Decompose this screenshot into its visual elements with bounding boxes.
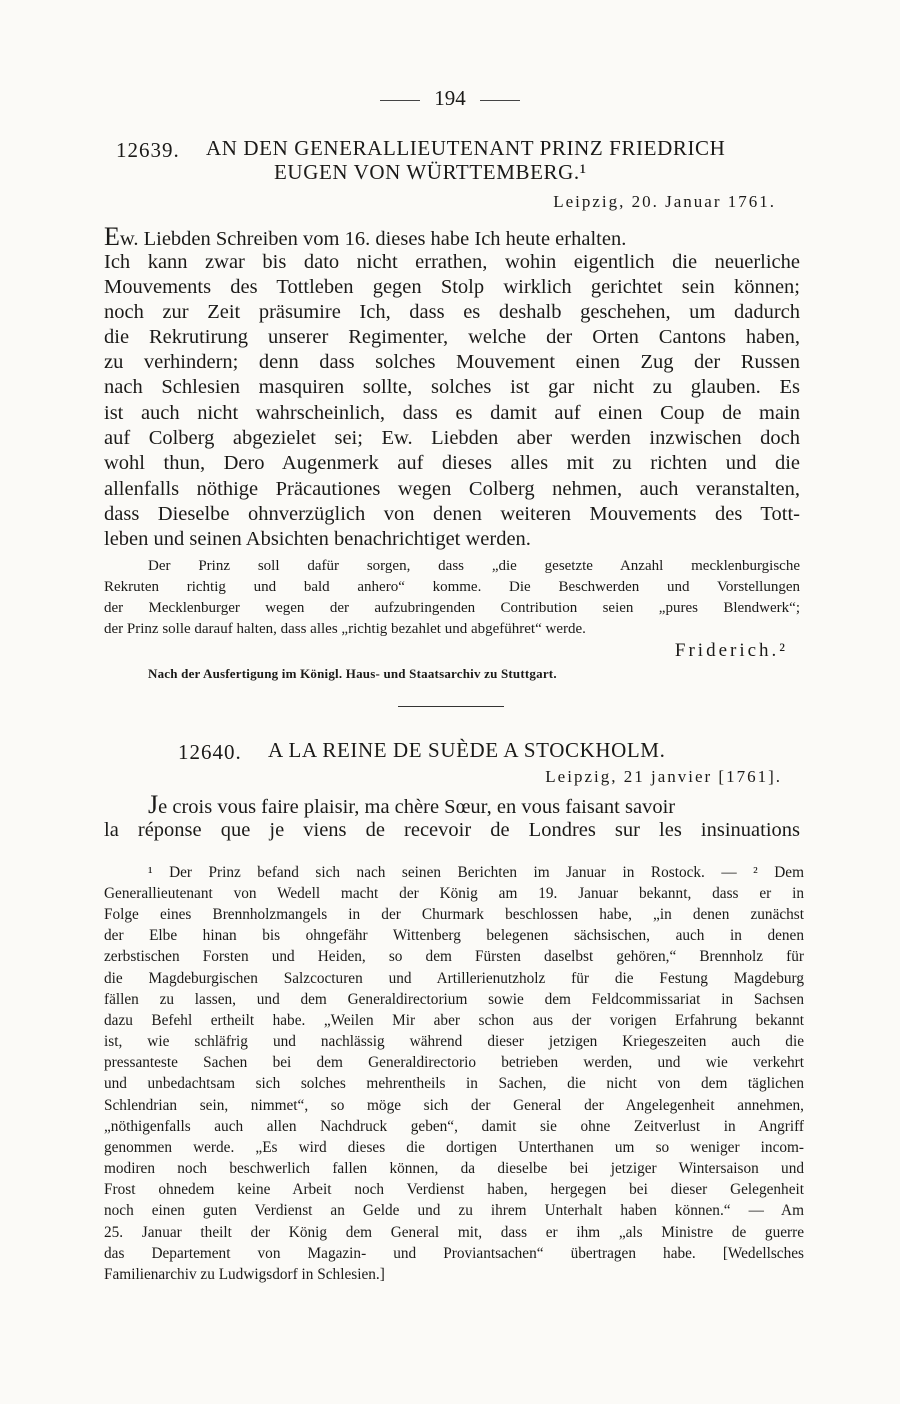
footnote-line: 25. Januar theilt der König dem General mit, dass er ihm „als Ministre de guerre: [104, 1224, 804, 1241]
footnote-line: noch einen guten Verdienst an Gelde und zu ihrem Unterhalt haben können.“ — Am: [104, 1202, 804, 1219]
letter-body-line: wohl thun, Dero Augenmerk auf dieses alles mit zu richten und die: [104, 452, 800, 474]
letter-number: 12639.: [116, 138, 180, 162]
letter-body-line: zu verhindern; denn dass solches Mouvement einen Zug der Russen: [104, 351, 800, 373]
letter-body-line: allenfalls nöthige Präcautiones wegen Colberg nehmen, auch veranstalten,: [104, 478, 800, 500]
footnote-line: dazu Befehl ertheilt habe. „Weilen Mir aber schon aus der vorigen Erfahrung bekannt: [104, 1012, 804, 1029]
letter-body-line: ist auch nicht wahrscheinlich, dass es damit auf einen Coup de main: [104, 402, 800, 424]
footnote-line: das Departement von Magazin- und Proviantsachen“ übertragen habe. [Wedellsches: [104, 1245, 804, 1262]
letter-body-line: die Rekrutirung unserer Regimenter, welche der Orten Cantons haben,: [104, 326, 800, 348]
footnote-line: Generallieutenant von Wedell macht der König am 19. Januar bekannt, dass er in: [104, 885, 804, 902]
footnote-line: die Magdeburgischen Salzcocturen und Artillerienutzholz für die Festung Magdeburg: [104, 970, 804, 987]
letter-body-line: dass Dieselbe ohnverzüglich von denen weiteren Mouvements des Tott-: [104, 503, 800, 525]
letter-body-line: leben und seinen Absichten benachrichtiget werden.: [104, 528, 531, 550]
footnote-line: Frost ohnedem keine Arbeit noch Verdienst haben, hergegen bei dieser Gelegenheit: [104, 1181, 804, 1198]
initial-capital: J: [148, 790, 159, 819]
footnote-line: fällen zu lassen, und dem Generaldirectorium sowie dem Feldcommissariat in Sachsen: [104, 991, 804, 1008]
letter-body-line: auf Colberg abgezielet sei; Ew. Liebden aber werden inzwischen doch: [104, 427, 800, 449]
footnote-line: „nöthigenfalls auch allen Nachdruck geben“, damit sie ohne Zeitverlust in Angriff: [104, 1118, 804, 1135]
letter-body-line: Ich kann zwar bis dato nicht errathen, wohin eigentlich die neuerliche: [104, 251, 800, 273]
footnote-line: modiren noch beschwerlich fallen können, da dieselbe bei jetziger Wintersaison und: [104, 1160, 804, 1177]
initial-capital: E: [104, 222, 120, 251]
page-number-dash-right: [480, 100, 520, 101]
page-number: 194: [434, 86, 466, 110]
body-text: e crois vous faire plaisir, ma chère Sœur, en vous faisant savoir: [158, 796, 676, 818]
footnote-line: Schlendrian sein, nimmet“, so möge sich der General der Angelegenheit annehmen,: [104, 1097, 804, 1114]
page-number-row: [0, 86, 900, 111]
footnote-line: der Elbe hinan bis ohngefähr Wittenberg belegenen sächsischen, auch in denen: [104, 927, 804, 944]
summary-line: Rekruten richtig und bald anhero“ komme. Die Beschwerden und Vorstellungen: [104, 579, 800, 595]
footnote-line: zerbstischen Forsten und Heiden, so dem Fürsten daselbst gehören,“ Brennholz für: [104, 948, 804, 965]
place-date: Leipzig, 21 janvier [1761].: [545, 767, 782, 786]
footnote-line: und unbedachtsam sich solches mehrentheils in Sachen, die nicht von dem täglichen: [104, 1075, 804, 1092]
footnote-line: pressanteste Sachen bei dem Generaldirectorio betrieben werden, und wie verkehrt: [104, 1054, 804, 1071]
letter-number: 12640.: [178, 740, 242, 764]
letter-body-line: [148, 792, 800, 820]
archive-source: Nach der Ausfertigung im Königl. Haus- und Staatsarchiv zu Stuttgart.: [148, 666, 557, 681]
footnote-line: genommen werde. „Es wird dieses die dortigen Unterthanen um so weniger incom-: [104, 1139, 804, 1156]
summary-line: Der Prinz soll dafür sorgen, dass „die gesetzte Anzahl mecklenburgische: [148, 558, 800, 574]
summary-line: der Mecklenburger wegen der aufzubringenden Contribution seien „pures Blendwerk“;: [104, 600, 800, 616]
letter-body-line: [104, 224, 800, 252]
letter-body-line: nach Schlesien masquiren sollte, solches ist gar nicht zu glauben. Es: [104, 376, 800, 398]
letter-body-line: noch zur Zeit präsumire Ich, dass es deshalb geschehen, um dadurch: [104, 301, 800, 323]
footnote-line: ¹ Der Prinz befand sich nach seinen Berichten im Januar in Rostock. — ² Dem: [148, 864, 804, 881]
page-number-dash-left: [380, 100, 420, 101]
section-divider: [398, 706, 504, 707]
letter-heading: A LA REINE DE SUÈDE A STOCKHOLM.: [268, 738, 666, 762]
place-date: Leipzig, 20. Januar 1761.: [553, 192, 776, 211]
footnote-line: Folge eines Brennholzmangels in der Churmark beschlossen habe, „in denen zunächst: [104, 906, 804, 923]
signature: Friderich.²: [674, 640, 788, 661]
letter-body-line: la réponse que je viens de recevoir de Londres sur les insinuations: [104, 819, 800, 841]
footnote-line: Familienarchiv zu Ludwigsdorf in Schlesien.]: [104, 1266, 385, 1283]
letter-heading-line-1: AN DEN GENERALLIEUTENANT PRINZ FRIEDRICH: [206, 136, 726, 160]
body-text: w. Liebden Schreiben vom 16. dieses habe Ich heute erhalten.: [119, 228, 627, 250]
summary-line: der Prinz solle darauf halten, dass alles „richtig bezahlet und abgeführet“ werde.: [104, 621, 586, 637]
letter-body-line: Mouvements des Tottleben gegen Stolp wirklich gerichtet sein können;: [104, 276, 800, 298]
footnote-line: ist, wie schläfrig und nachlässig während dieser jetzigen Kriegeszeiten auch die: [104, 1033, 804, 1050]
letter-heading-line-2: EUGEN VON WÜRTTEMBERG.¹: [274, 160, 587, 184]
